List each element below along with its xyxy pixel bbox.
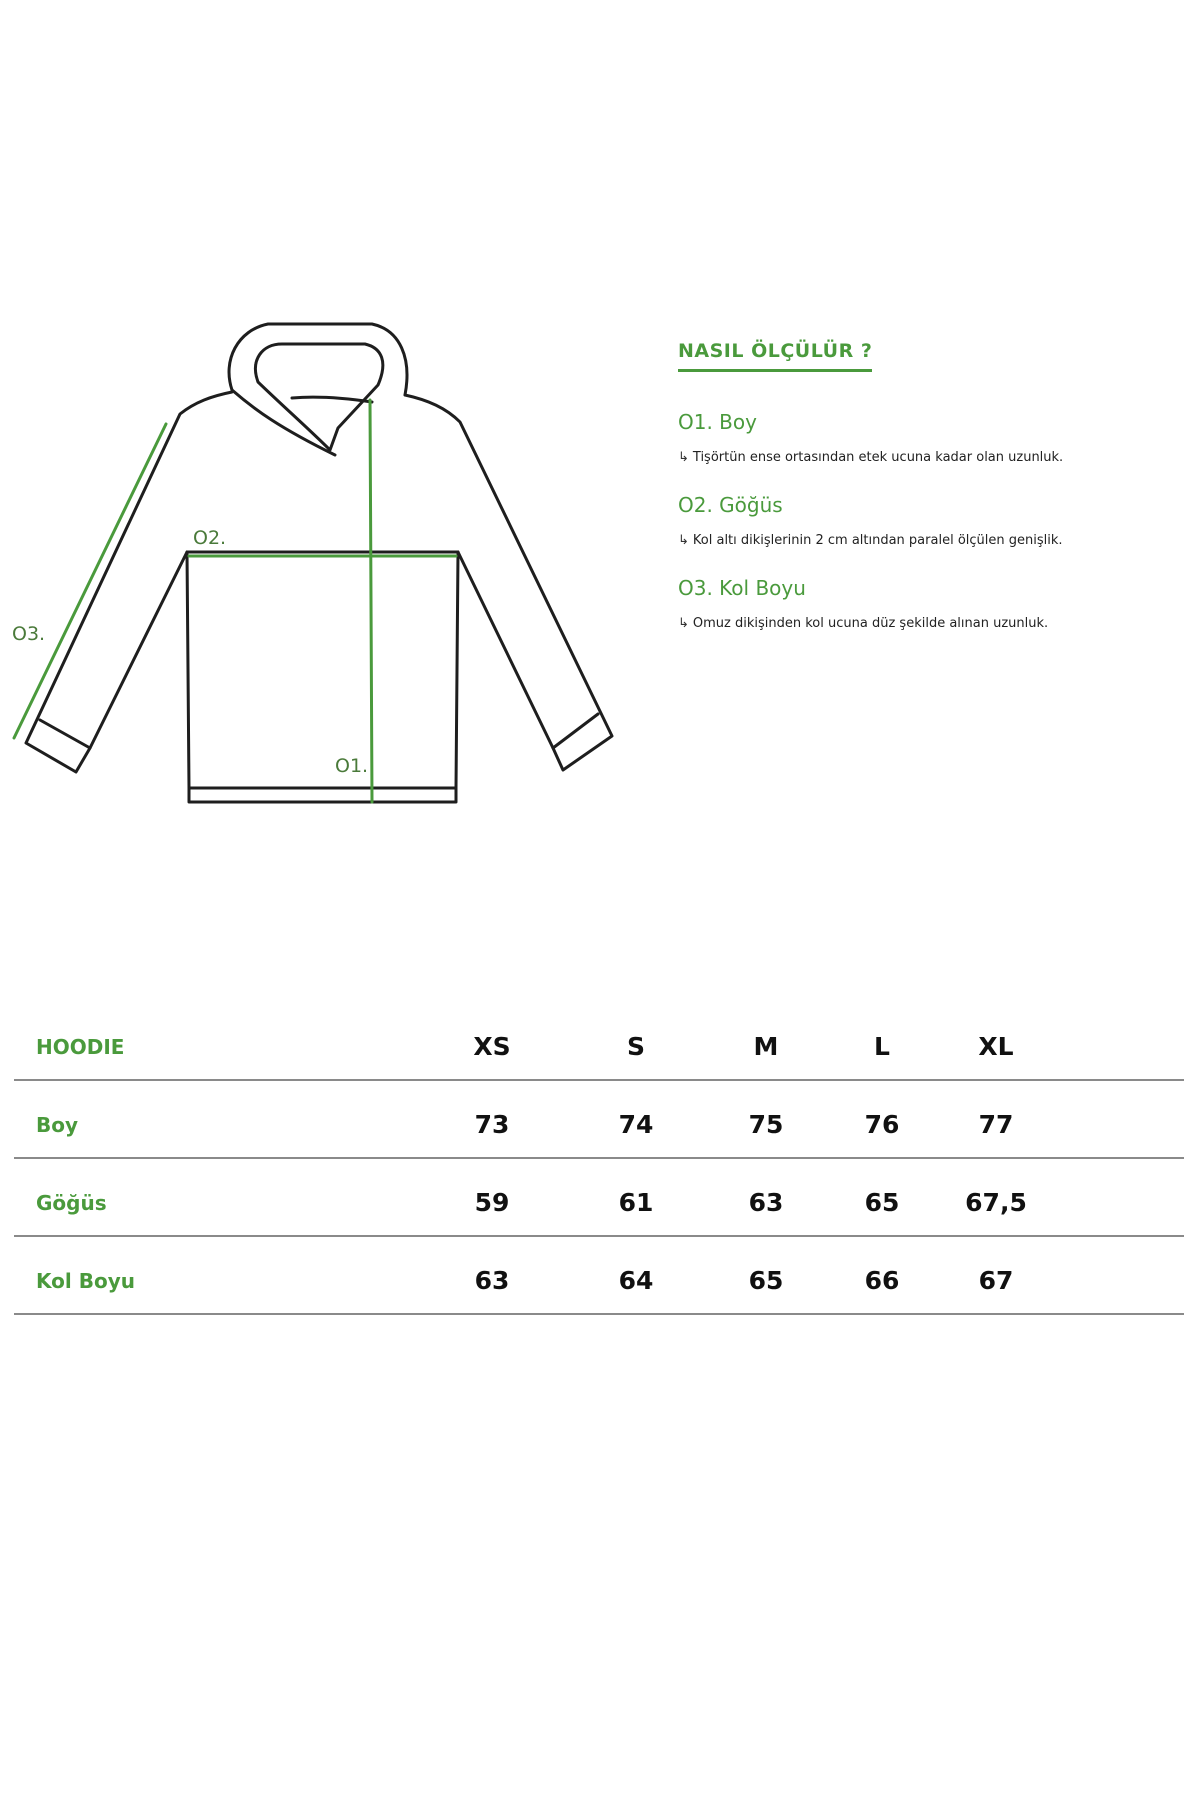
kol-measure-line — [14, 424, 166, 738]
step-kol-text: Omuz dikişinden kol ucuna düz şekilde alınan uzunluk. — [692, 616, 1049, 631]
size-header: XS — [473, 1032, 511, 1061]
hem-outline — [189, 788, 456, 802]
size-table — [14, 1003, 1184, 1315]
step-kol-heading: O3. Kol Boyu — [678, 576, 806, 600]
table-cell: 63 — [474, 1266, 510, 1295]
table-cell: 76 — [864, 1110, 900, 1139]
right-cuff-outline — [553, 714, 598, 748]
table-cell: 74 — [618, 1110, 654, 1139]
step-boy-heading: O1. Boy — [678, 410, 757, 434]
table-cell: 66 — [864, 1266, 900, 1295]
table-cell: 67 — [978, 1266, 1014, 1295]
arrow-icon: ↳ — [678, 533, 689, 548]
neckband-outline — [292, 397, 372, 402]
how-to-measure-title: NASIL ÖLÇÜLÜR ? — [678, 340, 872, 372]
step-kol-description — [678, 616, 1178, 631]
table-cell: 63 — [748, 1188, 784, 1217]
left-cuff-outline — [40, 720, 90, 748]
hoodie-measurement-diagram — [0, 300, 640, 840]
table-cell: 59 — [474, 1188, 510, 1217]
step-gogus-heading: O2. Göğüs — [678, 493, 783, 517]
hoodie-illustration — [0, 300, 640, 840]
row-label: Kol Boyu — [36, 1269, 135, 1293]
row-label: Göğüs — [36, 1191, 107, 1215]
kol-measure-label: O3. — [12, 623, 46, 645]
table-header-row — [14, 1003, 1184, 1081]
step-gogus-text: Kol altı dikişlerinin 2 cm altından paralel ölçülen genişlik. — [692, 533, 1063, 548]
size-header: M — [753, 1032, 779, 1061]
table-cell: 65 — [864, 1188, 900, 1217]
table-cell: 64 — [618, 1266, 654, 1295]
step-boy-text: Tişörtün ense ortasından etek ucuna kadar olan uzunluk. — [692, 450, 1064, 465]
boy-measure-line — [370, 400, 372, 802]
table-cell: 73 — [474, 1110, 510, 1139]
how-to-measure-section — [678, 340, 1178, 631]
collar-outline — [232, 390, 335, 455]
boy-measure-label: O1. — [335, 755, 369, 777]
table-cell: 75 — [748, 1110, 784, 1139]
row-label: Boy — [36, 1113, 79, 1137]
table-cell: 61 — [618, 1188, 654, 1217]
table-cell: 77 — [978, 1110, 1014, 1139]
size-header: S — [626, 1032, 645, 1061]
table-cell: 65 — [748, 1266, 784, 1295]
table-cell: 67,5 — [965, 1188, 1027, 1217]
gogus-measure-label: O2. — [193, 527, 227, 549]
table-row — [14, 1237, 1184, 1315]
table-row — [14, 1081, 1184, 1159]
table-row — [14, 1159, 1184, 1237]
arrow-icon: ↳ — [678, 616, 689, 631]
arrow-icon: ↳ — [678, 450, 689, 465]
size-header: XL — [978, 1032, 1014, 1061]
table-title: HOODIE — [36, 1035, 125, 1059]
body-right-outline — [405, 395, 612, 788]
step-gogus-description — [678, 533, 1178, 548]
step-boy-description — [678, 450, 1178, 465]
size-header: L — [874, 1032, 890, 1061]
